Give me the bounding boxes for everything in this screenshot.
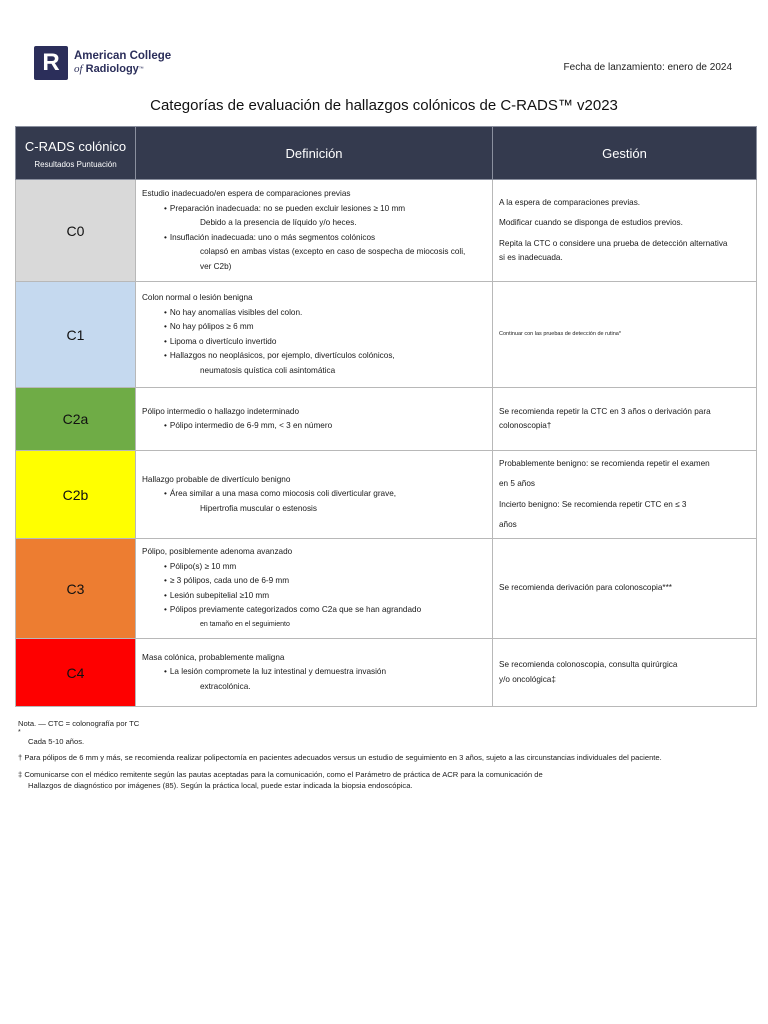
table-row-c1 <box>16 282 757 388</box>
management-line: y/o oncológica‡ <box>499 674 556 684</box>
list-item: • Pólipo intermedio de 6-9 mm, < 3 en número <box>164 421 333 430</box>
table-row-c2b <box>16 451 757 539</box>
note-interval: Cada 5-10 años. <box>28 736 85 746</box>
definition-title: Estudio inadecuado/en espera de comparaciones previas <box>142 189 351 198</box>
note-double-dagger: ‡ Comunicarse con el médico remitente según las pautas aceptadas para la comunicación, como el Parámetro de práctica de ACR para la comunicación de <box>18 769 543 779</box>
logo-line-2 <box>74 63 171 76</box>
management-line: A la espera de comparaciones previas. <box>499 197 641 207</box>
definition-c2a <box>136 388 493 451</box>
management-line: Se recomienda repetir la CTC en 3 años o derivación para <box>499 406 711 416</box>
management-c2b <box>493 451 757 539</box>
note-dagger: † Para pólipos de 6 mm y más, se recomienda realizar polipectomía en pacientes adecuados versus un estudio de seguimiento en 3 años, sujeto a las circunstancias individuales del paciente. <box>18 753 662 762</box>
management-line: colonoscopia† <box>499 421 552 430</box>
management-line: Repita la CTC o considere una prueba de detección alternativa <box>499 238 728 248</box>
management-line: Se recomienda colonoscopia, consulta quirúrgica <box>499 660 678 669</box>
list-item: • Preparación inadecuada: no se pueden excluir lesiones ≥ 10 mm Debido a la presencia de líquido y/o heces. <box>164 203 406 227</box>
footnotes <box>18 718 748 792</box>
header-crads-title: C-RADS colónico <box>24 139 127 154</box>
logo-wordmark <box>74 50 171 76</box>
header-crads <box>16 127 136 180</box>
logo-line-1: American College <box>74 50 172 62</box>
header-definition: Definición <box>136 127 493 180</box>
definition-c3 <box>136 539 493 639</box>
note-double-dagger-cont: Hallazgos de diagnóstico por imágenes (85). Según la práctica local, puede estar indicada la biopsia endoscópica. <box>28 781 413 790</box>
list-item: • No hay anomalías visibles del colon. <box>164 307 303 317</box>
management-line: Continuar con las pruebas de detección de rutina* <box>499 331 621 338</box>
logo-mark: R <box>34 46 68 80</box>
table-row-c4 <box>16 639 757 707</box>
definition-c1 <box>136 282 493 388</box>
list-item: • La lesión compromete la luz intestinal y demuestra invasión extracolónica. <box>164 667 387 691</box>
definition-c0 <box>136 180 493 282</box>
management-c0 <box>493 180 757 282</box>
management-line: Incierto benigno: Se recomienda repetir CTC en ≤ 3 <box>499 499 687 509</box>
management-c2a <box>493 388 757 451</box>
page-title: Categorías de evaluación de hallazgos colónicos de C-RADS™ v2023 <box>150 97 618 114</box>
list-item: • Pólipo(s) ≥ 10 mm <box>164 561 237 571</box>
table-header-row <box>16 127 757 180</box>
definition-title: Hallazgo probable de divertículo benigno <box>142 474 291 484</box>
management-line: Probablemente benigno: se recomienda repetir el examen <box>499 458 710 468</box>
category-c4: C4 <box>16 639 136 707</box>
management-line: si es inadecuada. <box>499 253 563 262</box>
management-c1 <box>493 282 757 388</box>
acr-logo <box>34 46 171 80</box>
list-item: • ≥ 3 pólipos, cada uno de 6-9 mm <box>164 576 290 585</box>
category-c3: C3 <box>16 539 136 639</box>
management-c4 <box>493 639 757 707</box>
category-c2b: C2b <box>16 451 136 539</box>
management-line: años <box>499 520 517 529</box>
note-star: * <box>18 728 21 736</box>
category-c0: C0 <box>16 180 136 282</box>
logo-radiology: Radiology <box>85 63 139 75</box>
category-c1: C1 <box>16 282 136 388</box>
list-item: • Lesión subepitelial ≥10 mm <box>164 590 270 600</box>
crads-table <box>15 126 757 707</box>
definition-title: Pólipo intermedio o hallazgo indeterminado <box>142 406 300 416</box>
release-date: Fecha de lanzamiento: enero de 2024 <box>563 62 732 73</box>
list-item: • Pólipos previamente categorizados como C2a que se han agrandado en tamaño en el seguimiento <box>164 605 422 628</box>
table-row-c0 <box>16 180 757 282</box>
management-line: en 5 años <box>499 479 535 488</box>
category-c2a: C2a <box>16 388 136 451</box>
list-item: • No hay pólipos ≥ 6 mm <box>164 322 254 331</box>
list-item: • Área similar a una masa como miocosis coli diverticular grave, Hipertrofia muscular o estenosis <box>164 489 397 513</box>
definition-c2b <box>136 451 493 539</box>
definition-title: Masa colónica, probablemente maligna <box>142 652 285 662</box>
header-management: Gestión <box>493 127 757 180</box>
definition-title: Pólipo, posiblemente adenoma avanzado <box>142 547 293 556</box>
table-row-c3 <box>16 539 757 639</box>
logo-of: of <box>74 63 83 75</box>
logo-trademark: ™ <box>138 66 144 72</box>
list-item: • Lipoma o divertículo invertido <box>164 336 277 346</box>
definition-c4 <box>136 639 493 707</box>
definition-title: Colon normal o lesión benigna <box>142 293 253 302</box>
list-item: • Insuflación inadecuada: uno o más segmentos colónicos colapsó en ambas vistas (excepto en caso de sospecha de miocosis coli, ver C2b) <box>164 232 466 271</box>
table-row-c2a <box>16 388 757 451</box>
management-line: Se recomienda derivación para colonoscopia*** <box>499 583 672 593</box>
note-ctc: Nota. — CTC = colonografía por TC <box>18 719 140 728</box>
header-crads-sub: Resultados Puntuación <box>34 160 117 169</box>
management-c3 <box>493 539 757 639</box>
management-line: Modificar cuando se disponga de estudios previos. <box>499 218 683 227</box>
list-item: • Hallazgos no neoplásicos, por ejemplo, divertículos colónicos, neumatosis quística coli asintomática <box>164 351 395 375</box>
